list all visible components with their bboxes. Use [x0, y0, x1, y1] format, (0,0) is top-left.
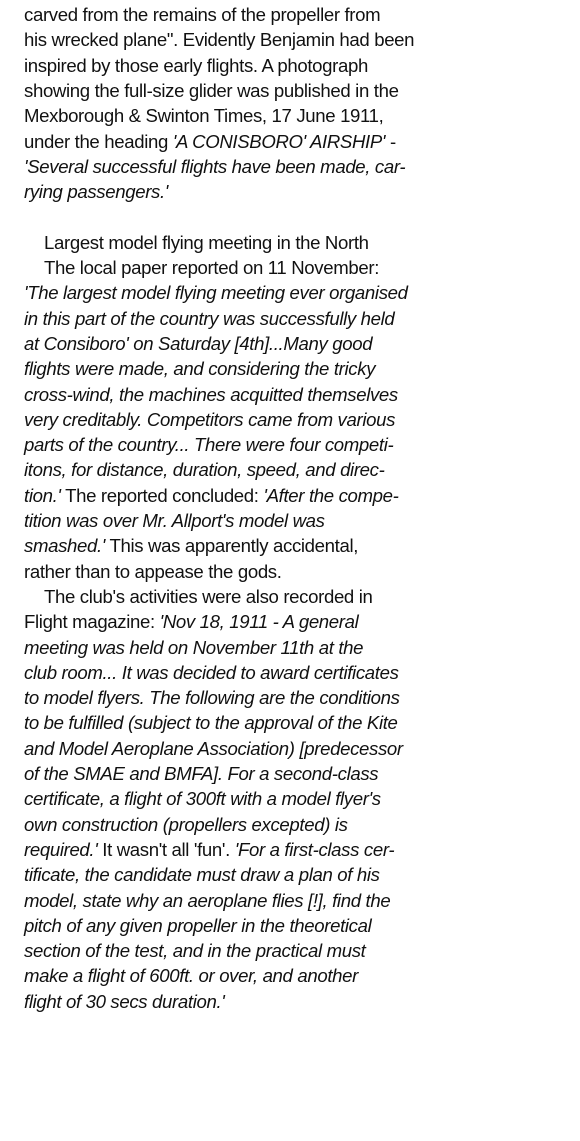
- italic-quote-text: 'For a first-class cer-: [234, 838, 395, 860]
- italic-quote-text: 'The largest model flying meeting ever organised: [24, 282, 408, 304]
- italic-quote-text: smashed.': [24, 535, 106, 557]
- body-text: -: [385, 130, 396, 152]
- italic-quote-text: flights were made, and considering the tricky: [24, 358, 376, 380]
- text-line: [24, 179, 168, 204]
- text-line: [24, 129, 396, 154]
- text-line: [24, 154, 405, 179]
- italic-quote-text: own construction (propellers excepted) is: [24, 813, 348, 835]
- body-text: This was apparently accidental,: [105, 535, 359, 557]
- body-text: showing the full-size glider was published in the: [24, 79, 399, 101]
- italic-quote-text: model, state why an aeroplane flies [!], find the: [24, 889, 391, 911]
- text-line: [44, 255, 379, 280]
- italic-quote-text: certificate, a flight of 300ft with a model flyer's: [24, 788, 381, 810]
- text-line: [24, 609, 358, 634]
- text-line: [24, 432, 393, 457]
- body-text: Largest model flying meeting in the North: [44, 231, 369, 253]
- body-text: The club's activities were also recorded in: [44, 585, 373, 607]
- text-line: [24, 635, 363, 660]
- text-line: [24, 938, 366, 963]
- italic-quote-text: required.': [24, 838, 98, 860]
- text-line: [24, 483, 398, 508]
- italic-quote-text: parts of the country... There were four competi-: [24, 434, 394, 456]
- text-line: [24, 660, 399, 685]
- text-line: [24, 457, 384, 482]
- text-line: [24, 761, 378, 786]
- body-text: Flight magazine:: [24, 611, 160, 633]
- text-line: [24, 837, 394, 862]
- text-line: [24, 685, 400, 710]
- body-text: rather than to appease the gods.: [24, 560, 282, 582]
- text-line: [24, 382, 398, 407]
- body-text: his wrecked plane". Evidently Benjamin had been: [24, 29, 415, 51]
- text-line: [24, 280, 408, 305]
- italic-quote-text: of the SMAE and BMFA]. For a second-class: [24, 763, 379, 784]
- text-line: [24, 888, 390, 913]
- text-line: [24, 53, 368, 78]
- text-line: [44, 584, 373, 609]
- italic-quote-text: rying passengers.': [24, 181, 169, 203]
- italic-quote-text: pitch of any given propeller in the theoretical: [24, 914, 372, 936]
- text-line: [24, 786, 381, 811]
- text-line: [24, 963, 358, 988]
- text-line: [24, 407, 395, 432]
- italic-quote-text: to be fulfilled (subject to the approval of the Kite: [24, 712, 398, 734]
- text-line: [24, 508, 325, 533]
- text-line: [24, 356, 375, 381]
- italic-quote-text: club room... It was decided to award certificates: [24, 661, 399, 683]
- italic-quote-text: itons, for distance, duration, speed, and direc-: [24, 459, 385, 481]
- text-line: [24, 27, 414, 52]
- body-text: The reported concluded:: [60, 484, 264, 506]
- body-text: carved from the remains of the propeller from: [24, 4, 381, 25]
- italic-quote-text: tion.': [24, 484, 61, 506]
- text-line: [24, 989, 224, 1014]
- body-text: The local paper reported on 11 November:: [44, 257, 380, 278]
- text-line: [24, 331, 372, 356]
- italic-quote-text: cross-wind, the machines acquitted themselves: [24, 383, 398, 405]
- italic-quote-text: tition was over Mr. Allport's model was: [24, 510, 325, 531]
- text-line: [24, 913, 371, 938]
- text-line: [24, 862, 380, 887]
- italic-quote-text: section of the test, and in the practical must: [24, 940, 366, 962]
- body-text: under the heading: [24, 130, 173, 152]
- text-line: [24, 103, 383, 128]
- text-line: [44, 230, 369, 255]
- italic-quote-text: 'A CONISBORO' AIRSHIP': [172, 130, 386, 152]
- italic-quote-text: and Model Aeroplane Association) [predecessor: [24, 737, 403, 759]
- italic-quote-text: make a flight of 600ft. or over, and another: [24, 965, 358, 987]
- italic-quote-text: in this part of the country was successfully held: [24, 307, 395, 329]
- italic-quote-text: 'Nov 18, 1911 - A general: [159, 611, 359, 633]
- text-line: [24, 78, 399, 103]
- italic-quote-text: to model flyers. The following are the conditions: [24, 687, 400, 709]
- italic-quote-text: tificate, the candidate must draw a plan of his: [24, 864, 380, 886]
- italic-quote-text: meeting was held on November 11th at the: [24, 636, 364, 658]
- body-text: Mexborough & Swinton Times, 17 June 1911,: [24, 105, 384, 127]
- italic-quote-text: very creditably. Competitors came from various: [24, 408, 396, 430]
- text-line: [24, 533, 358, 558]
- body-text: inspired by those early flights. A photograph: [24, 54, 368, 76]
- body-text: It wasn't all 'fun'.: [97, 838, 235, 860]
- text-line: [24, 812, 348, 837]
- italic-quote-text: 'After the compe-: [263, 484, 399, 506]
- italic-quote-text: 'Several successful flights have been made, car-: [24, 155, 406, 177]
- text-line: [24, 306, 394, 331]
- text-line: [24, 710, 398, 735]
- text-line: [24, 736, 403, 761]
- italic-quote-text: flight of 30 secs duration.': [24, 990, 225, 1012]
- italic-quote-text: at Consiboro' on Saturday [4th]...Many good: [24, 332, 373, 354]
- text-line: [24, 2, 380, 27]
- text-line: [24, 559, 282, 584]
